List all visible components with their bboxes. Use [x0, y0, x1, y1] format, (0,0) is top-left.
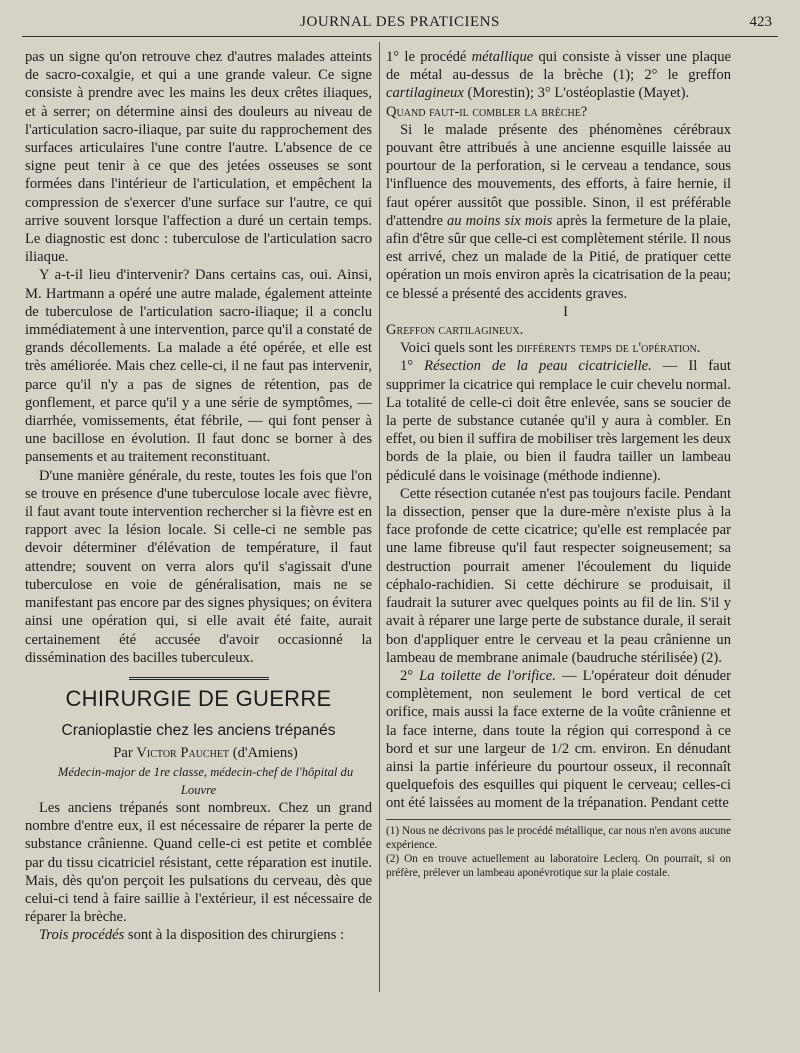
column-divider	[379, 42, 380, 992]
paragraph: 1° le procédé métallique qui consiste à visser une plaque de métal au-dessus de la brèche (1); 2° le greffon cartilagineux (Morestin); 3° L'ostéoplastie (Mayet).	[386, 49, 731, 102]
paragraph: Voici quels sont les différents temps de l'opération.	[400, 340, 701, 357]
author-affiliation: Médecin-major de 1re classe, médecin-chef de l'hôpital du Louvre	[57, 764, 354, 797]
paragraph: Cette résection cutanée n'est pas toujours facile. Pendant la dissection, penser que la dure-mère n'existe plus à la face profonde de cette cicatrice; qu'elle est remplacée par une lame fibreuse qu'il faut respecter soigneusement; sa destruction pourrait amener l'écoulement du liquide céphalo-rachidien. Si cette déchirure se produisait, il faudrait la suturer avec quelques points au fil de lin. S'il y avait à réparer une large perte de substance durale, il serait bon d'appliquer entre le cerveau et la peau crânienne un lambeau de membrane animale (baudruche stérilisée) (2).	[386, 485, 731, 666]
author-name: Victor Pauchet	[136, 745, 230, 762]
paragraph: pas un signe qu'on retrouve chez d'autres malades atteints de sacro-coxalgie, et qui a une grande valeur. Ce signe consiste à prendre avec les mains les deux crêtes iliaques, et à serrer; on détermine ainsi des douleurs au niveau de l'articulation sacro-iliaque, par suite du rapprochement des surfaces articulaires l'une contre l'autre. L'absence de ce signe peut tenir à ce que des jetées osseuses se sont formées dans l'intérieur de l'articulation, et empêchent la compression de s'exercer d'une surface sur l'autre, ce qui arrive souvent lorsque l'affection a duré un certain temps. Le diagnostic est donc : tuberculose de l'articulation sacro iliaque.	[25, 49, 372, 266]
subheading: Greffon cartilagineux.	[386, 322, 524, 339]
left-column	[25, 48, 372, 945]
footnote: (1) Nous ne décrivons pas le procédé métallique, car nous n'en avons aucune expérience.	[386, 824, 731, 851]
paragraph: Les anciens trépanés sont nombreux. Chez un grand nombre d'entre eux, il est nécessaire de réparer la perte de substance crânienne. Quand celle-ci est petite et comblée par du tissu cicatriciel résistant, cette réparation est inutile. Mais, dès qu'on perçoit les pulsations du cerveau, dès que celui-ci tend à faire saillie à l'extérieur, il est nécessaire de réparer la brèche.	[25, 799, 372, 926]
section-rule	[129, 677, 269, 680]
paragraph: 2° La toilette de l'orifice. — L'opérateur doit dénuder complètement, non seulement le bord vertical de cet orifice, mais aussi la face externe de la voûte crânienne et la face interne, dans toute la région qui correspond à ce bord et sur une largeur de 1/2 cm. environ. En dénudant ainsi la partie inférieure du pourtour osseux, il reconnaît quelquefois des esquilles qui piquent le cerveau; celles-ci ont été laissées au moment de la trépanation. Pendant cette	[386, 667, 731, 812]
article-title: Cranioplastie chez les anciens trépanés	[61, 722, 336, 740]
footnotes	[386, 819, 731, 880]
paragraph: D'une manière générale, du reste, toutes les fois que l'on se trouve en présence d'une tuberculose locale avec fièvre, il faut avant toute intervention rechercher si la fièvre est en rapport avec la lésion locale. Si celle-ci ne semble pas devoir déterminer d'élévation de température, il faut attendre; souvent on verra alors qu'il s'agissait d'une tuberculose en voie de généralisation, mais ne se manifestant pas encore par des signes physiques; on évitera ainsi une opération qui, si elle avait été faite, aurait certainement été accusée d'avoir occasionné la dissémination des bacilles tuberculeux.	[25, 467, 372, 666]
journal-title: JOURNAL DES PRATICIENS	[300, 14, 500, 30]
section-title: CHIRURGIE DE GUERRE	[65, 685, 332, 711]
footnote: (2) On en trouve actuellement au laboratoire Leclerq. On pourrait, si on préfère, prélever un lambeau aponévrotique sur la plaie costale.	[386, 852, 731, 879]
right-column	[386, 48, 731, 880]
page-number: 423	[749, 14, 772, 30]
paragraph: 1° Résection de la peau cicatricielle. — Il faut supprimer la cicatrice qui remplace le cuir chevelu normal. La totalité de celle-ci doit être enlevée, sans se soucier de la perte de substance cutanée qu'il y aura à combler. En effet, ou bien il suffira de mobiliser très largement les deux bords de la plaie, ou bien il faudra tailler un lambeau pédiculé dans le voisinage (méthode indienne).	[386, 358, 731, 484]
paragraph: Trois procédés sont à la disposition des chirurgiens :	[39, 927, 345, 944]
paragraph: Y a-t-il lieu d'intervenir? Dans certains cas, oui. Ainsi, M. Hartmann a opéré une autre malade, également atteinte de tuberculose de l'articulation sacro-iliaque; il a conclu immédiatement à une intervention, parce qu'il a constaté de grands décollements. La malade a été opérée, et elle est très améliorée. Mais chez celle-ci, il ne faut pas intervenir, parce qu'il n'y a pas de signes de rétention, pas de gonflement, et parce qu'il y a une série de symptômes, — diarrhée, vomissements, état fébrile, — qui font penser à une bacillose en évolution. Il faut donc se borner à des pansements et au traitement reconstituant.	[25, 267, 372, 466]
running-header	[22, 8, 778, 37]
section-numeral: I	[563, 303, 568, 320]
byline: Par Victor Pauchet (d'Amiens)	[113, 745, 298, 762]
subheading: Quand faut-il combler la brèche?	[386, 103, 588, 120]
paragraph: Si le malade présente des phénomènes cérébraux pouvant être attribués à une ancienne esquille laissée au pourtour de la perforation, si le cerveau a tendance, sous l'influence des mouvements, des efforts, à faire hernie, il faut opérer aussitôt que possible. Sinon, il est préférable d'attendre au moins six mois après la fermeture de la plaie, afin d'être sûr que celle-ci est complètement stérile. Il nous est arrivé, chez un malade de la Pitié, de pratiquer cette opération un mois environ après la cicatrisation de la peau; ce blessé a présenté des accidents graves.	[386, 121, 731, 302]
